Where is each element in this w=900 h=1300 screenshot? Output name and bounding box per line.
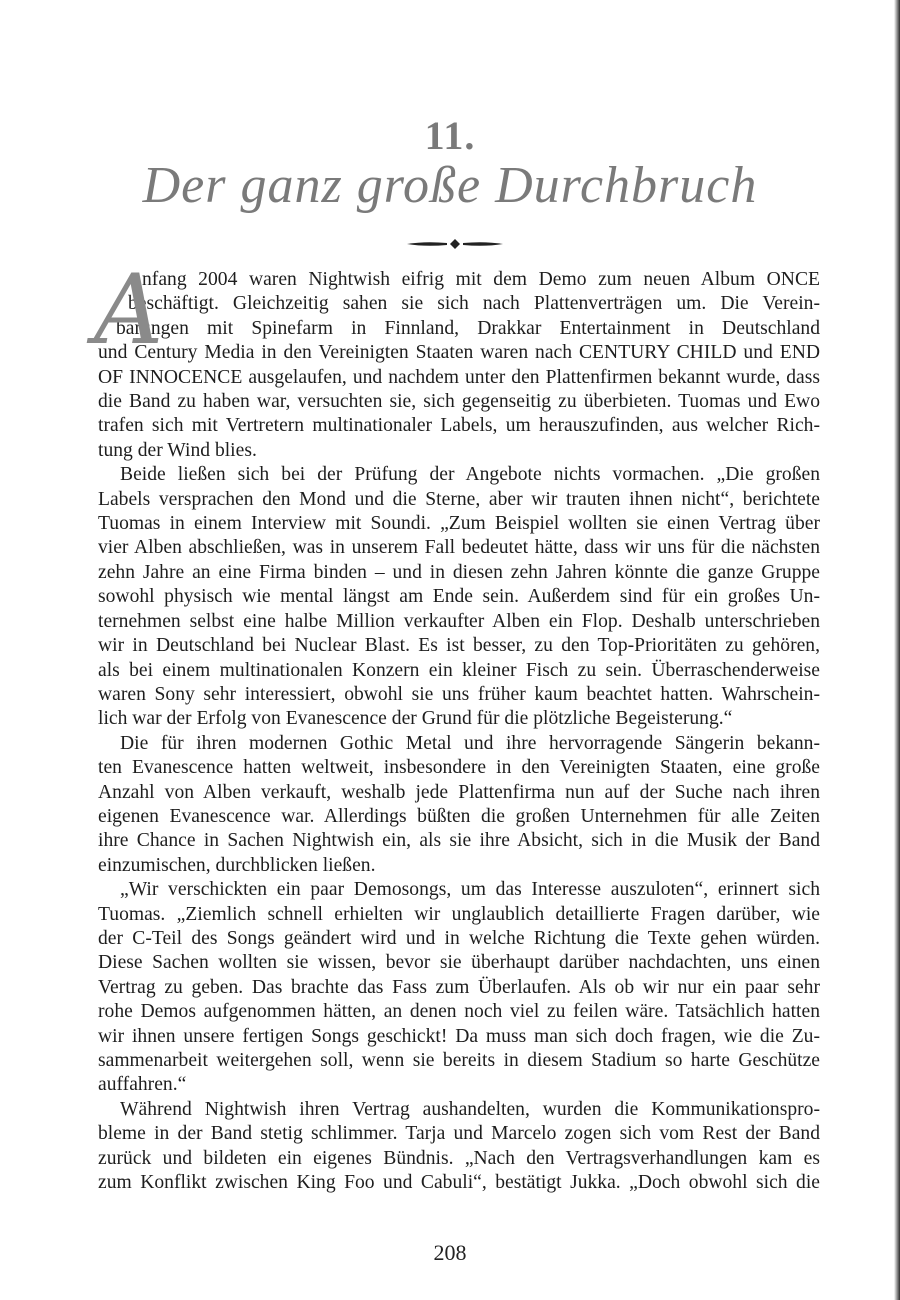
- paragraph: [94, 254, 820, 463]
- paragraph: [98, 463, 820, 731]
- text-line: zum Konflikt zwischen King Foo und Cabuli“, bestätigt Jukka. „Doch obwohl sich die: [98, 1172, 820, 1194]
- text-line: waren Sony sehr interessiert, obwohl sie uns früher kaum beachtet hatten. Wahrschein-: [98, 683, 820, 705]
- text-line: der C-Teil des Songs geändert wird und in welche Richtung die Texte gehen würden.: [98, 927, 820, 949]
- text-line: die Band zu haben war, versuchten sie, sich gegenseitig zu überbieten. Tuomas und Ewo: [98, 391, 820, 413]
- paragraph: [98, 732, 820, 878]
- text-line: trafen sich mit Vertretern multinationaler Labels, um herauszufinden, aus welcher Rich-: [98, 415, 820, 437]
- page-number: 208: [433, 1240, 467, 1265]
- text-line: Beide ließen sich bei der Prüfung der Angebote nichts vormachen. „Die großen: [120, 464, 820, 486]
- text-line: sowohl physisch wie mental längst am Ende sein. Außerdem sind für ein großes Un-: [98, 586, 820, 608]
- text-line: und Century Media in den Vereinigten Staaten waren nach CENTURY CHILD und END: [98, 342, 820, 364]
- paragraph: [98, 1098, 820, 1196]
- text-line: Tuomas in einem Interview mit Soundi. „Zum Beispiel wollten sie einen Vertrag über: [98, 513, 820, 535]
- text-line: barungen mit Spinefarm in Finnland, Drakkar Entertainment in Deutschland: [116, 317, 820, 339]
- text-line: Anzahl von Alben verkauft, weshalb jede Plattenfirma nun auf der Suche nach ihren: [98, 781, 820, 803]
- ornament-divider: [405, 236, 505, 252]
- text-line: vier Alben abschließen, was in unserem Fall bedeutet hätte, dass wir uns für die nächsten: [98, 537, 820, 559]
- text-line: auffahren.“: [98, 1074, 187, 1096]
- text-line: Während Nightwish ihren Vertrag aushandelten, wurden die Kommunikationspro-: [120, 1098, 820, 1120]
- body-text: [94, 254, 820, 1195]
- text-line: ihre Chance in Sachen Nightwish ein, als sie ihre Absicht, sich in die Musik der Band: [98, 830, 820, 852]
- paragraph: [98, 878, 820, 1098]
- text-line: Die für ihren modernen Gothic Metal und ihre hervorragende Sängerin bekann-: [120, 732, 820, 754]
- text-line: wir ihnen unsere fertigen Songs geschickt! Da muss man sich doch fragen, wie die Zu-: [98, 1025, 820, 1047]
- text-line: rohe Demos aufgenommen hätten, an denen noch viel zu feilen wäre. Tatsächlich hatten: [98, 1001, 820, 1023]
- text-line: ten Evanescence hatten weltweit, insbesondere in den Vereinigten Staaten, eine große: [98, 757, 820, 779]
- text-line: Labels versprachen den Mond und die Sterne, aber wir trauten ihnen nicht“, berichtete: [98, 488, 820, 510]
- text-line: Vertrag zu geben. Das brachte das Fass zum Überlaufen. Als ob wir nur ein paar sehr: [98, 976, 820, 998]
- text-line: als bei einem multinationalen Konzern ein kleiner Fisch zu sein. Überraschenderweise: [98, 659, 820, 681]
- text-line: Diese Sachen wollten sie wissen, bevor sie überhaupt darüber nachdachten, uns einen: [98, 952, 820, 974]
- text-line: lich war der Erfolg von Evanescence der Grund für die plötzliche Begeisterung.“: [98, 708, 733, 730]
- text-line: bleme in der Band stetig schlimmer. Tarja und Marcelo zogen sich vom Rest der Band: [98, 1123, 820, 1145]
- text-line: tung der Wind blies.: [98, 439, 257, 461]
- text-line: Tuomas. „Ziemlich schnell erhielten wir unglaublich detaillierte Fragen darüber, wie: [98, 903, 820, 925]
- text-line: zurück und bildeten ein eigenes Bündnis. „Nach den Vertragsverhandlungen kam es: [98, 1147, 820, 1169]
- text-line: „Wir verschickten ein paar Demosongs, um das Interesse auszuloten“, erinnert sich: [120, 879, 820, 901]
- text-line: ternehmen selbst eine halbe Million verkaufter Alben ein Flop. Deshalb unterschrieben: [98, 610, 820, 632]
- text-line: zehn Jahre an eine Firma binden – und in diesen zehn Jahren könnte die ganze Gruppe: [98, 561, 820, 583]
- text-line: OF INNOCENCE ausgelaufen, und nachdem unter den Plattenfirmen bekannt wurde, dass: [98, 366, 820, 388]
- drop-cap: A: [94, 254, 164, 366]
- text-line: sammenarbeit weitergehen soll, wenn sie bereits in diesem Stadium so harte Geschütze: [98, 1050, 820, 1071]
- text-line: eigenen Evanescence war. Allerdings büßten die großen Unternehmen für alle Zeiten: [98, 805, 820, 827]
- text-line: beschäftigt. Gleichzeitig sahen sie sich nach Plattenverträgen um. Die Verein-: [128, 293, 820, 315]
- text-line: nfang 2004 waren Nightwish eifrig mit dem Demo zum neuen Album ONCE: [142, 269, 820, 290]
- text-line: wir in Deutschland bei Nuclear Blast. Es ist besser, zu den Top-Prioritäten zu gehören,: [98, 635, 820, 657]
- text-line: einzumischen, durchblicken ließen.: [98, 854, 376, 876]
- chapter-number: 11.: [424, 113, 476, 158]
- chapter-title: Der ganz große Durchbruch: [142, 157, 758, 214]
